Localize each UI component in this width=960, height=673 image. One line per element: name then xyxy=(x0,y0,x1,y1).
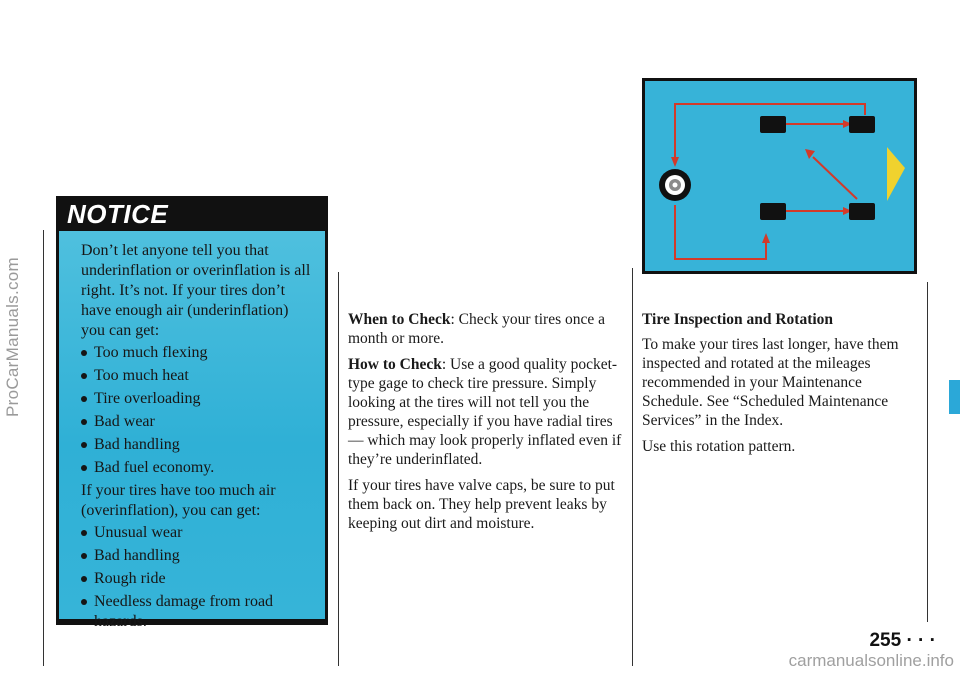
list-item: Bad handling xyxy=(81,546,315,566)
column-rule-middle-left xyxy=(338,272,339,666)
side-watermark xyxy=(0,0,26,673)
list-item: Too much flexing xyxy=(81,343,315,363)
how-to-check-paragraph xyxy=(348,355,622,469)
rotation-diagram-graphic xyxy=(645,81,914,271)
section-heading: Tire Inspection and Rotation xyxy=(642,311,834,328)
column-rule-right xyxy=(927,282,928,622)
column-rule-middle-right xyxy=(632,268,633,666)
rotation-diagram xyxy=(642,78,917,274)
list-item: Bad handling xyxy=(81,435,315,455)
notice-intro: Don’t let anyone tell you that underinflation or overinflation is all right. It’s not. If your tires don’t have enough air (underinflation) you can get: xyxy=(81,242,311,339)
overinflation-list xyxy=(81,523,315,632)
notice-title: NOTICE xyxy=(67,199,169,229)
list-item: Bad wear xyxy=(81,412,315,432)
thumb-tab xyxy=(949,380,960,414)
list-item: Tire overloading xyxy=(81,389,315,409)
rotation-paragraph: To make your tires last longer, have them inspected and rotated at the mileages recommended in your Maintenance Schedule. See “Scheduled Maintenance Services” in the Index. xyxy=(642,336,899,429)
list-item: Rough ride xyxy=(81,569,315,589)
bottom-watermark: carmanualsonline.info xyxy=(788,651,954,670)
list-item: Bad fuel economy. xyxy=(81,458,315,478)
notice-box xyxy=(56,196,328,630)
page-number-value: 255 xyxy=(869,630,902,651)
right-column xyxy=(642,310,914,463)
notice-over-intro: If your tires have too much air (overinflation), you can get: xyxy=(81,482,276,519)
list-item: Needless damage from road hazards. xyxy=(81,592,315,632)
page-number xyxy=(869,630,936,652)
list-item: Unusual wear xyxy=(81,523,315,543)
underinflation-list xyxy=(81,343,315,478)
column-rule-left xyxy=(43,230,44,666)
middle-column xyxy=(348,310,622,540)
list-item: Too much heat xyxy=(81,366,315,386)
spare-tire-icon xyxy=(659,169,691,201)
valve-caps-paragraph: If your tires have valve caps, be sure to put them back on. They help prevent leaks by keeping out dirt and moisture. xyxy=(348,477,615,532)
when-to-check-paragraph xyxy=(348,310,622,348)
when-to-check-text: : Check your tires once a month or more. xyxy=(348,311,605,347)
how-to-check-label: How to Check xyxy=(348,356,442,373)
rotation-pattern-paragraph: Use this rotation pattern. xyxy=(642,438,796,455)
when-to-check-label: When to Check xyxy=(348,311,451,328)
notice-body xyxy=(59,231,325,630)
side-watermark-text: ProCarManuals.com xyxy=(3,256,23,417)
page-number-dots: · · · xyxy=(906,630,936,651)
how-to-check-text: : Use a good quality pocket-type gage to check tire pressure. Simply looking at the tires will not tell you the pressure, especially if you have radial tires — which may look properly inflated even if they’re underinflated. xyxy=(348,356,622,468)
